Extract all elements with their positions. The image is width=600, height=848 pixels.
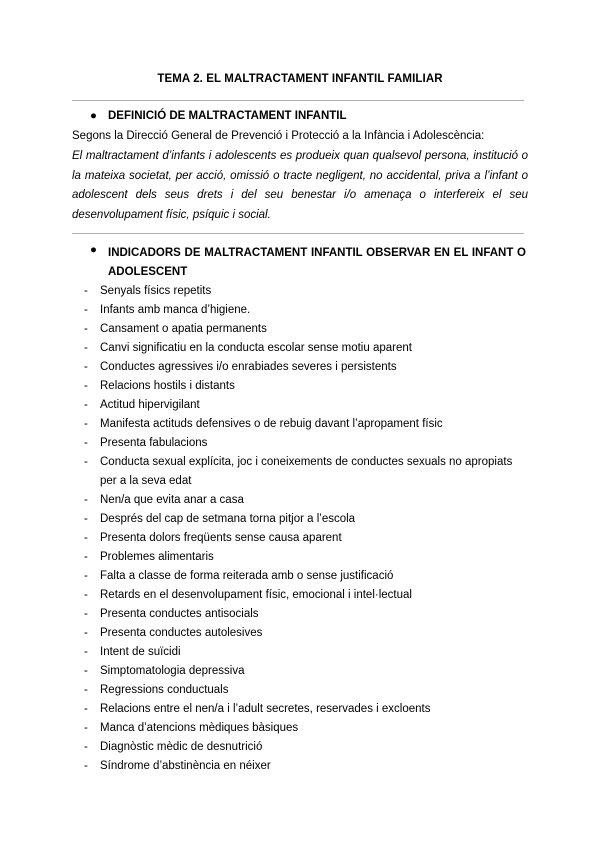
list-item bbox=[72, 719, 528, 738]
list-item bbox=[72, 586, 528, 605]
list-item-text: Presenta conductes autolesives bbox=[100, 627, 263, 639]
dash-marker: - bbox=[84, 684, 88, 696]
list-item bbox=[72, 624, 528, 643]
dash-marker: - bbox=[84, 665, 88, 677]
list-item-text: Nen/a que evita anar a casa bbox=[100, 494, 244, 506]
list-item-text: Cansament o apatia permanents bbox=[100, 323, 267, 335]
dash-marker: - bbox=[84, 608, 88, 620]
divider-top bbox=[72, 100, 524, 101]
list-item-text: Síndrome d’abstinència en néixer bbox=[100, 760, 271, 772]
list-item bbox=[72, 396, 528, 415]
list-item bbox=[72, 377, 528, 396]
section-heading-label: DEFINICIÓ DE MALTRACTAMENT INFANTIL bbox=[108, 110, 347, 122]
list-item-text: Retards en el desenvolupament físic, emocional i intel·lectual bbox=[100, 589, 412, 601]
list-item-text: Conductes agressives i/o enrabiades severes i persistents bbox=[100, 361, 397, 373]
list-item bbox=[72, 415, 528, 434]
dash-marker: - bbox=[84, 361, 88, 373]
list-item-text: Relacions entre el nen/a i l’adult secretes, reservades i excloents bbox=[100, 703, 431, 715]
dash-marker: - bbox=[84, 437, 88, 449]
list-item bbox=[72, 358, 528, 377]
list-item bbox=[72, 605, 528, 624]
dash-marker: - bbox=[84, 380, 88, 392]
list-item bbox=[72, 320, 528, 339]
dash-marker: - bbox=[84, 741, 88, 753]
list-item-text: Actitud hipervigilant bbox=[100, 399, 200, 411]
list-item bbox=[72, 662, 528, 681]
list-item-text: Manca d’atencions mèdiques bàsiques bbox=[100, 722, 299, 734]
dash-marker: - bbox=[84, 399, 88, 411]
list-item-text: Regressions conductuals bbox=[100, 684, 229, 696]
list-item bbox=[72, 529, 528, 548]
document-title: TEMA 2. EL MALTRACTAMENT INFANTIL FAMILIAR bbox=[157, 73, 443, 85]
list-item-text: Problemes alimentaris bbox=[100, 551, 214, 563]
list-item-text: Diagnòstic mèdic de desnutrició bbox=[100, 741, 263, 753]
divider-middle bbox=[72, 233, 524, 234]
section-heading-label: INDICADORS DE MALTRACTAMENT INFANTIL OBSERVAR EN EL INFANT O ADOLESCENT bbox=[108, 247, 526, 278]
list-item-text: Presenta dolors freqüents sense causa aparent bbox=[100, 532, 342, 544]
dash-marker: - bbox=[84, 551, 88, 563]
list-item bbox=[72, 510, 528, 529]
dash-marker: - bbox=[84, 304, 88, 316]
dash-marker: - bbox=[84, 494, 88, 506]
list-item-text: Senyals físics repetits bbox=[100, 285, 212, 297]
list-item bbox=[72, 700, 528, 719]
list-item-text: Presenta fabulacions bbox=[100, 437, 208, 449]
list-item-text: Després del cap de setmana torna pitjor a l’escola bbox=[100, 513, 356, 525]
list-item-text: Canvi significatiu en la conducta escolar sense motiu aparent bbox=[100, 342, 412, 354]
dash-marker: - bbox=[84, 646, 88, 658]
dash-marker: - bbox=[84, 342, 88, 354]
list-item-text: Conducta sexual explícita, joc i coneixements de conductes sexuals no apropiats per a la seva edat bbox=[100, 456, 513, 487]
list-item bbox=[72, 738, 528, 757]
list-item-text: Intent de suïcidi bbox=[100, 646, 181, 658]
dash-marker: - bbox=[84, 760, 88, 772]
bullet-icon: ● bbox=[90, 244, 97, 256]
list-item-text: Presenta conductes antisocials bbox=[100, 608, 259, 620]
list-item-text: Falta a classe de forma reiterada amb o sense justificació bbox=[100, 570, 394, 582]
list-item-text: Manifesta actituds defensives o de rebuig davant l’apropament físic bbox=[100, 418, 443, 430]
list-item-text: Relacions hostils i distants bbox=[100, 380, 235, 392]
list-item bbox=[72, 681, 528, 700]
list-item-text: Infants amb manca d’higiene. bbox=[100, 304, 251, 316]
list-item-text: Simptomatologia depressiva bbox=[100, 665, 245, 677]
dash-marker: - bbox=[84, 589, 88, 601]
list-item bbox=[72, 757, 528, 776]
bullet-icon: ● bbox=[90, 110, 97, 122]
dash-marker: - bbox=[84, 627, 88, 639]
dash-marker: - bbox=[84, 323, 88, 335]
dash-marker: - bbox=[84, 513, 88, 525]
list-item bbox=[72, 643, 528, 662]
list-item bbox=[72, 567, 528, 586]
dash-marker: - bbox=[84, 703, 88, 715]
dash-marker: - bbox=[84, 570, 88, 582]
dash-marker: - bbox=[84, 418, 88, 430]
list-item bbox=[72, 301, 528, 320]
list-item bbox=[72, 491, 528, 510]
list-item bbox=[72, 434, 528, 453]
dash-marker: - bbox=[84, 722, 88, 734]
list-item bbox=[72, 548, 528, 567]
list-item bbox=[72, 453, 528, 491]
dash-marker: - bbox=[84, 456, 88, 468]
dash-marker: - bbox=[84, 285, 88, 297]
list-item bbox=[72, 282, 528, 301]
dash-marker: - bbox=[84, 532, 88, 544]
definition-source: Segons la Direcció General de Prevenció i Protecció a la Infància i Adolescència: bbox=[72, 130, 485, 142]
indicators-list bbox=[72, 282, 528, 776]
definition-text: El maltractament d’infants i adolescents es produeix quan qualsevol persona, institució o la mateixa societat, per acció, omissió o tracte negligent, no accidental, priva a l’infant o adolescent dels seus drets i del seu benestar i/o amenaça o interfereix el seu desenvolupament físic, psíquic i social. bbox=[72, 150, 528, 221]
list-item bbox=[72, 339, 528, 358]
